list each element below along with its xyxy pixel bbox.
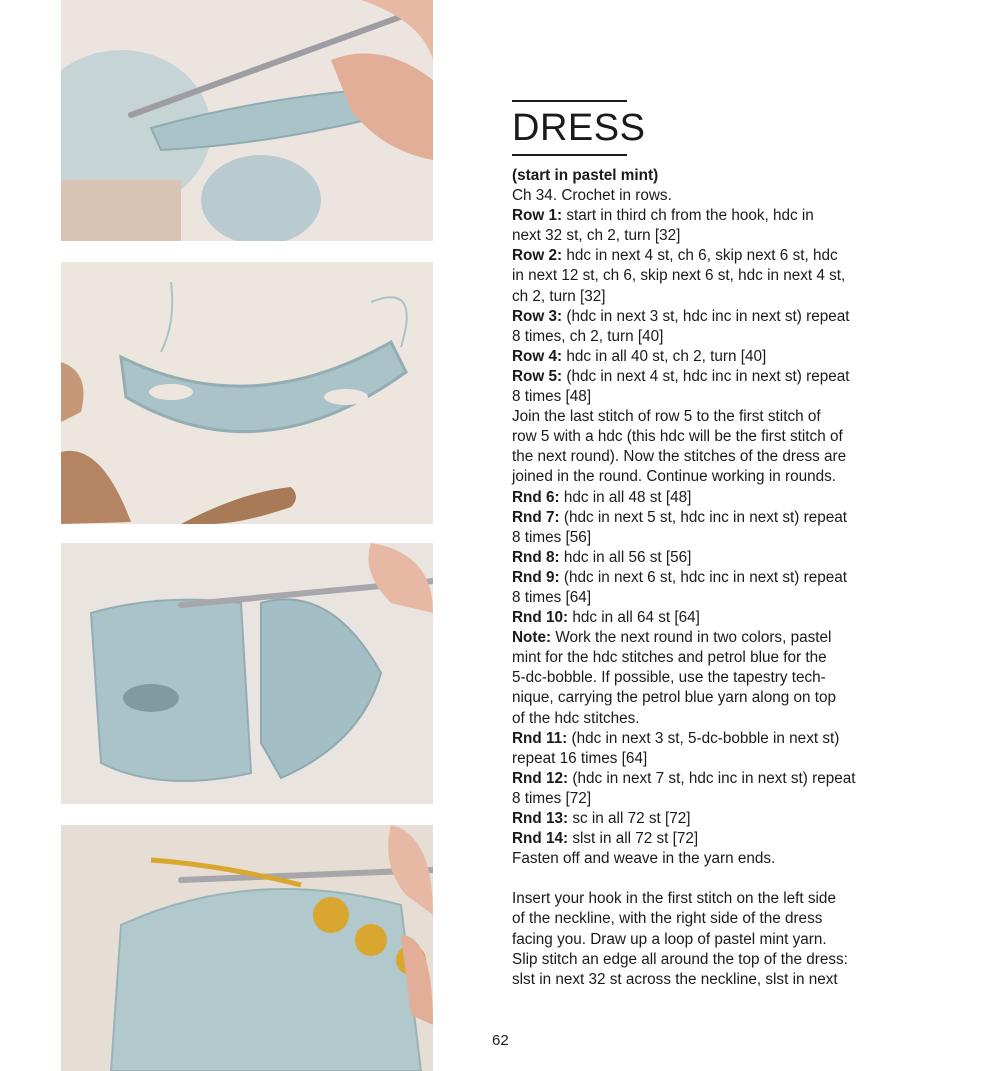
pattern-line: [512, 367, 892, 387]
pattern-line-label: Row 4:: [512, 347, 563, 365]
pattern-line: [512, 769, 892, 789]
pattern-line-text: hdc in all 40 st, ch 2, turn [40]: [562, 347, 767, 365]
pattern-line-label: Rnd 6:: [512, 488, 560, 506]
pattern-line: [512, 829, 892, 849]
pattern-line-text: Slip stitch an edge all around the top of the dress:: [512, 950, 848, 968]
pattern-line: [512, 226, 892, 246]
pattern-line-label: Rnd 14:: [512, 830, 569, 848]
pattern-line-text: the next round). Now the stitches of the dress are: [512, 448, 847, 466]
pattern-line: [512, 648, 892, 668]
pattern-line-text: (hdc in next 3 st, 5-dc-bobble in next st): [567, 729, 840, 747]
pattern-line-text: joined in the round. Continue working in rounds.: [512, 468, 836, 486]
pattern-line-label: Row 2:: [512, 247, 563, 265]
pattern-line-label: Rnd 12:: [512, 769, 569, 787]
pattern-line-text: 8 times [72]: [512, 789, 592, 807]
pattern-line-label: Note:: [512, 629, 552, 647]
page-number: 62: [492, 1032, 509, 1049]
pattern-line-label: Rnd 13:: [512, 810, 569, 827]
pattern-line: [512, 266, 892, 286]
pattern-line: [512, 749, 892, 769]
pattern-line: [512, 528, 892, 548]
pattern-line-text: nique, carrying the petrol blue yarn along on top: [512, 689, 836, 707]
pattern-line-text: of the neckline, with the right side of the dress: [512, 910, 823, 928]
pattern-line: [512, 447, 892, 467]
pattern-line-text: hdc in all 56 st [56]: [559, 548, 692, 566]
pattern-line-text: 8 times [64]: [512, 588, 592, 606]
pattern-line-text: sc in all 72 st [72]: [568, 810, 691, 827]
pattern-line: [512, 909, 892, 929]
pattern-line: [512, 789, 892, 809]
pattern-line-text: ch 2, turn [32]: [512, 287, 606, 305]
pattern-line-label: Rnd 11:: [512, 729, 568, 747]
pattern-line: [512, 588, 892, 608]
pattern-line: [512, 186, 892, 206]
section-title: DRESS: [512, 107, 646, 149]
pattern-line: [512, 548, 892, 568]
pattern-line: [512, 246, 892, 266]
pattern-line-text: Insert your hook in the first stitch on the left side: [512, 890, 836, 908]
section-title-block: [512, 100, 646, 156]
pattern-line-label: Rnd 7:: [512, 508, 560, 526]
pattern-line: [512, 488, 892, 508]
pattern-line-text: facing you. Draw up a loop of pastel mint yarn.: [512, 930, 827, 948]
pattern-line-text: mint for the hdc stitches and petrol blue for the: [512, 649, 827, 667]
pattern-line: [512, 407, 892, 427]
pattern-line-text: (hdc in next 5 st, hdc inc in next st) repeat: [559, 508, 847, 526]
pattern-line: [512, 568, 892, 588]
pattern-line-label: Row 1:: [512, 207, 563, 225]
pattern-line-text: 5-dc-bobble. If possible, use the tapestry tech-: [512, 669, 826, 687]
pattern-line-text: 8 times, ch 2, turn [40]: [512, 327, 664, 345]
photo-crochet-join-round: [61, 543, 433, 804]
pattern-line: [512, 608, 892, 628]
pattern-line: [512, 467, 892, 487]
pattern-line-text: slst in next 32 st across the neckline, slst in next: [512, 970, 838, 988]
pattern-line-text: (hdc in next 3 st, hdc inc in next st) repeat: [562, 307, 850, 325]
pattern-line: [512, 628, 892, 648]
pattern-line: [512, 206, 892, 226]
pattern-line-text: row 5 with a hdc (this hdc will be the first stitch of: [512, 428, 843, 446]
pattern-line-text: of the hdc stitches.: [512, 709, 640, 727]
pattern-line: [512, 307, 892, 327]
pattern-line-text: (hdc in next 4 st, hdc inc in next st) repeat: [562, 367, 850, 385]
pattern-line: [512, 387, 892, 407]
pattern-line-text: hdc in all 64 st [64]: [568, 609, 700, 627]
pattern-line-text: 8 times [56]: [512, 528, 592, 546]
pattern-line: [512, 729, 892, 749]
pattern-line-text: hdc in all 48 st [48]: [559, 488, 692, 506]
pattern-line-text: in next 12 st, ch 6, skip next 6 st, hdc in next 4 st,: [512, 267, 846, 285]
pattern-line-label: Rnd 9:: [512, 568, 560, 586]
pattern-line: [512, 889, 892, 909]
pattern-line: [512, 287, 892, 307]
pattern-line: [512, 688, 892, 708]
pattern-line-text: Work the next round in two colors, pastel: [551, 629, 832, 647]
pattern-line-text: Ch 34. Crochet in rows.: [512, 187, 672, 205]
pattern-line: [512, 869, 892, 889]
pattern-line-text: next 32 st, ch 2, turn [32]: [512, 227, 681, 245]
pattern-line: [512, 809, 892, 829]
pattern-line-text: start in third ch from the hook, hdc in: [562, 207, 814, 225]
photo-crochet-bobble-round: [61, 825, 433, 1071]
pattern-line-label: Rnd 10:: [512, 609, 569, 627]
pattern-line: [512, 347, 892, 367]
pattern-line: [512, 668, 892, 688]
pattern-line-text: (hdc in next 6 st, hdc inc in next st) repeat: [559, 568, 847, 586]
pattern-line-text: (hdc in next 7 st, hdc inc in next st) repeat: [568, 769, 856, 787]
pattern-line-text: hdc in next 4 st, ch 6, skip next 6 st, hdc: [562, 247, 838, 265]
pattern-line: [512, 849, 892, 869]
pattern-line-bold: (start in pastel mint): [512, 167, 659, 184]
pattern-line-text: Join the last stitch of row 5 to the first stitch of: [512, 408, 821, 426]
pattern-line: [512, 950, 892, 970]
pattern-line: [512, 327, 892, 347]
pattern-line-label: Rnd 8:: [512, 548, 560, 566]
pattern-line-label: Row 5:: [512, 367, 563, 385]
pattern-line: [512, 930, 892, 950]
pattern-line: [512, 709, 892, 729]
pattern-line: [512, 427, 892, 447]
pattern-line-text: Fasten off and weave in the yarn ends.: [512, 850, 776, 868]
pattern-line-text: slst in all 72 st [72]: [568, 830, 699, 848]
pattern-line: [512, 166, 892, 186]
pattern-line-label: Row 3:: [512, 307, 563, 325]
pattern-line-text: repeat 16 times [64]: [512, 749, 648, 767]
photo-crochet-flat-piece: [61, 262, 433, 524]
pattern-line: [512, 970, 892, 990]
photo-crochet-first-rows: [61, 0, 433, 241]
pattern-line: [512, 508, 892, 528]
pattern-instructions: [512, 166, 892, 990]
pattern-line-text: 8 times [48]: [512, 388, 592, 406]
